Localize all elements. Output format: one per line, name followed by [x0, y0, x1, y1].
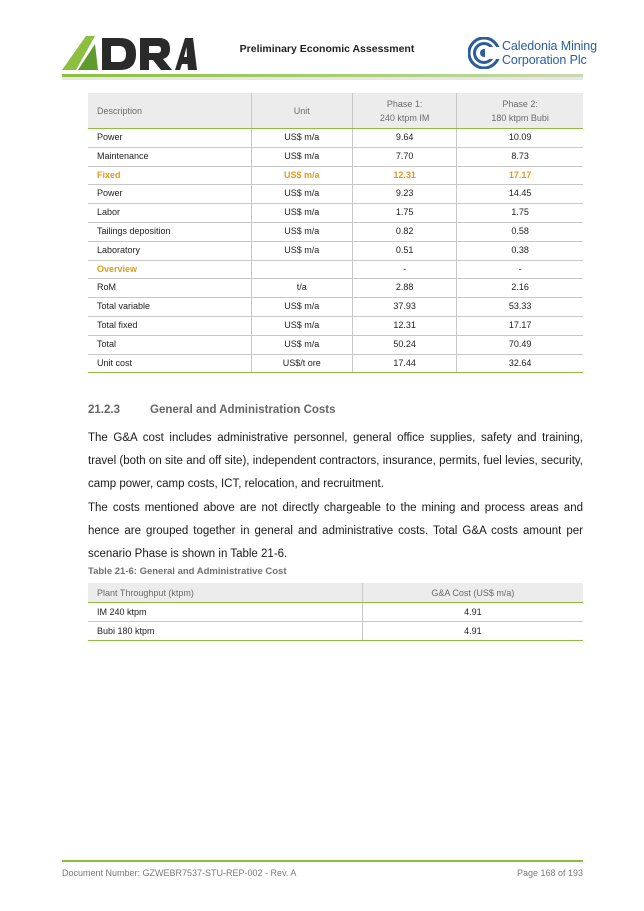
table-header-row — [88, 583, 583, 603]
cell-unit: US$ m/a — [251, 298, 352, 317]
table-row-overview-subheading — [88, 260, 583, 279]
table-row — [88, 204, 583, 223]
table-row — [88, 316, 583, 335]
table-header-row — [88, 93, 583, 129]
cell-phase1: 0.82 — [352, 222, 456, 241]
caledonia-emblem-icon — [468, 37, 500, 69]
cell-phase1: 17.44 — [352, 354, 456, 373]
cell-phase2: 1.75 — [457, 204, 583, 223]
cell-phase2: 10.09 — [457, 129, 583, 148]
table-row — [88, 298, 583, 317]
cell-phase2: 0.58 — [457, 222, 583, 241]
cell-phase2: - — [457, 260, 583, 279]
document-number: Document Number: GZWEBR7537-STU-REP-002 - Rev. A — [62, 868, 297, 878]
document-title: Preliminary Economic Assessment — [239, 43, 415, 55]
cell-description: Overview — [88, 260, 251, 279]
cell-unit: US$ m/a — [251, 241, 352, 260]
cell-phase2: 2.16 — [457, 279, 583, 298]
table-row-fixed-subheading — [88, 166, 583, 185]
cell-description: Laboratory — [88, 241, 251, 260]
operating-cost-table — [88, 93, 583, 373]
cell-phase1: 12.31 — [352, 316, 456, 335]
page-number: Page 168 of 193 — [516, 868, 583, 878]
cell-phase1: 37.93 — [352, 298, 456, 317]
cell-description: Total fixed — [88, 316, 251, 335]
cell-unit: US$/t ore — [251, 354, 352, 373]
footer-rule — [62, 860, 583, 862]
table-caption: Table 21-6: General and Administrative Cost — [88, 566, 287, 577]
cell-unit: US$ m/a — [251, 316, 352, 335]
cell-phase1: 0.51 — [352, 241, 456, 260]
caledonia-logo-line1: Caledonia Mining — [502, 39, 597, 53]
cell-description: Labor — [88, 204, 251, 223]
cell-throughput: Bubi 180 ktpm — [88, 622, 362, 641]
cell-phase1: 1.75 — [352, 204, 456, 223]
table-row — [88, 335, 583, 354]
table-row — [88, 603, 583, 622]
cell-throughput: IM 240 ktpm — [88, 603, 362, 622]
cell-description: Fixed — [88, 166, 251, 185]
section-number: 21.2.3 — [88, 404, 120, 416]
cell-phase1: 9.23 — [352, 185, 456, 204]
cell-unit: t/a — [251, 279, 352, 298]
col-header-phase2-line2: 180 ktpm Bubi — [491, 112, 549, 123]
cell-ga-cost: 4.91 — [362, 622, 583, 641]
cell-phase2: 8.73 — [457, 147, 583, 166]
cell-description: Tailings deposition — [88, 222, 251, 241]
col-header-ga-cost: G&A Cost (US$ m/a) — [362, 583, 583, 603]
paragraph-ga-grouping: The costs mentioned above are not directly chargeable to the mining and process areas and hence are grouped together in general and administrative costs. Total G&A costs amount per scenario Phase is shown in Table 21-6. — [88, 502, 583, 560]
cell-phase2: 53.33 — [457, 298, 583, 317]
table-row — [88, 241, 583, 260]
cell-unit: US$ m/a — [251, 335, 352, 354]
table-row — [88, 147, 583, 166]
dra-logo — [62, 34, 197, 70]
caledonia-logo — [468, 37, 597, 71]
cell-unit: US$ m/a — [251, 147, 352, 166]
cell-phase1: - — [352, 260, 456, 279]
section-title: General and Administration Costs — [150, 404, 336, 416]
cell-phase2: 70.49 — [457, 335, 583, 354]
cell-phase2: 17.17 — [457, 166, 583, 185]
cell-unit: US$ m/a — [251, 204, 352, 223]
col-header-unit: Unit — [251, 93, 352, 129]
paragraph-ga-description: The G&A cost includes administrative personnel, general office supplies, safety and training, travel (both on site and off site), independent contractors, insurance, permits, fuel levies, security, camp power, camp costs, ICT, relocation, and recruitment. — [88, 432, 583, 490]
cell-unit: US$ m/a — [251, 129, 352, 148]
cell-description: Total — [88, 335, 251, 354]
cell-phase2: 14.45 — [457, 185, 583, 204]
table-row — [88, 222, 583, 241]
cell-phase1: 50.24 — [352, 335, 456, 354]
col-header-throughput: Plant Throughput (ktpm) — [88, 583, 362, 603]
cell-phase1: 2.88 — [352, 279, 456, 298]
col-header-phase1-line1: Phase 1: — [386, 98, 423, 109]
table-row — [88, 622, 583, 641]
header-rule — [62, 74, 583, 80]
cell-unit — [251, 260, 352, 279]
col-header-phase2 — [457, 93, 583, 129]
ga-cost-table — [88, 583, 583, 641]
table-row — [88, 129, 583, 148]
col-header-phase2-line1: Phase 2: — [502, 98, 538, 109]
cell-description: Maintenance — [88, 147, 251, 166]
cell-description: Unit cost — [88, 354, 251, 373]
col-header-phase1 — [352, 93, 456, 129]
table-row — [88, 354, 583, 373]
cell-description: Power — [88, 185, 251, 204]
section-heading — [88, 404, 336, 416]
cell-phase1: 7.70 — [352, 147, 456, 166]
cell-phase2: 0.38 — [457, 241, 583, 260]
col-header-description: Description — [88, 93, 251, 129]
cell-phase1: 12.31 — [352, 166, 456, 185]
cell-description: RoM — [88, 279, 251, 298]
page-header — [0, 0, 644, 80]
col-header-phase1-line2: 240 ktpm IM — [379, 112, 430, 123]
cell-description: Total variable — [88, 298, 251, 317]
cell-phase2: 17.17 — [457, 316, 583, 335]
caledonia-logo-line2: Corporation Plc — [502, 53, 587, 67]
table-row — [88, 185, 583, 204]
cell-unit: US$ m/a — [251, 222, 352, 241]
cell-description: Power — [88, 129, 251, 148]
cell-ga-cost: 4.91 — [362, 603, 583, 622]
cell-phase2: 32.64 — [457, 354, 583, 373]
table-row — [88, 279, 583, 298]
cell-phase1: 9.64 — [352, 129, 456, 148]
cell-unit: US$ m/a — [251, 166, 352, 185]
cell-unit: US$ m/a — [251, 185, 352, 204]
